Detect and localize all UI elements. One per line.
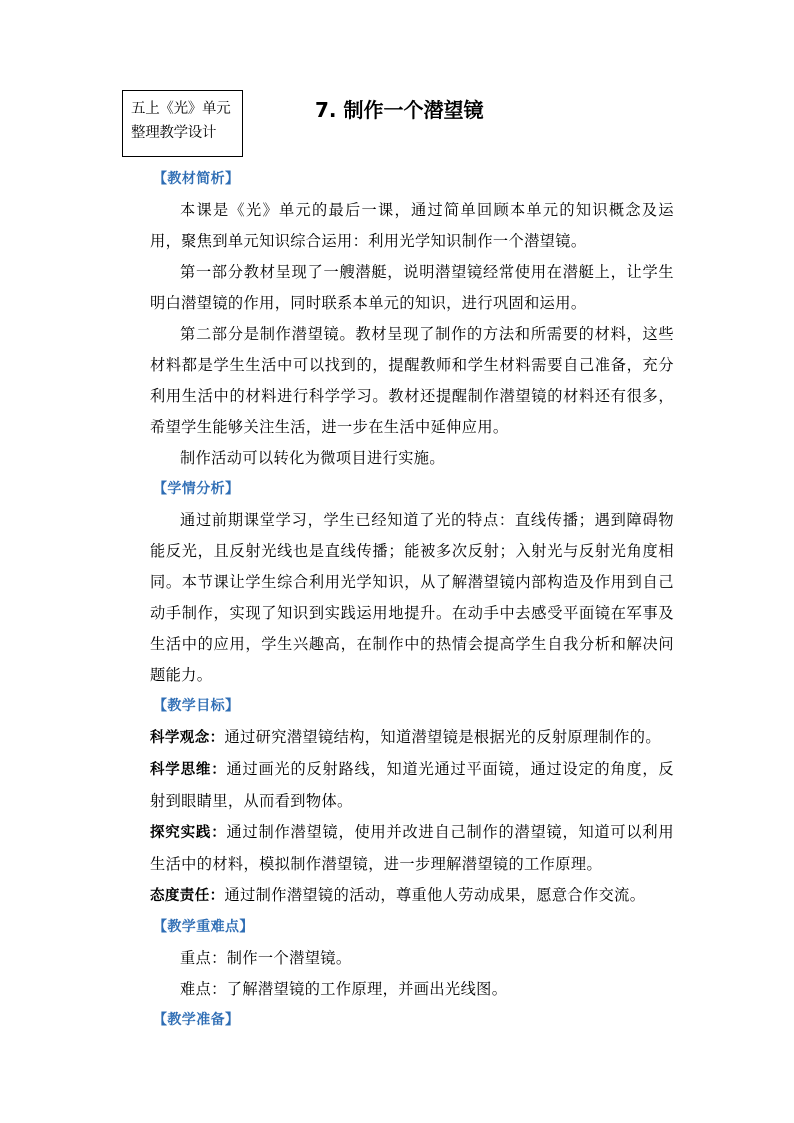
page-title: 7. 制作一个潜望镜 (315, 98, 484, 122)
goal-text: 通过研究潜望镜结构，知道潜望镜是根据光的反射原理制作的。 (224, 728, 661, 746)
goal-item (150, 754, 674, 817)
goal-item (150, 817, 674, 880)
section-heading-textbook: 【教材简析】 (153, 171, 240, 187)
difficulty-point: 难点：了解潜望镜的工作原理，并画出光线图。 (180, 980, 508, 998)
paragraph: 第二部分是制作潜望镜。教材呈现了制作的方法和所需要的材料，这些材料都是学生生活中可以找到的，提醒教师和学生材料需要自己准备，充分利用生活中的材料进行科学学习。教材还提醒制作潜望镜的材料还有很多，希望学生能够关注生活，进一步在生活中延伸应用。 (150, 325, 674, 436)
goal-text: 通过制作潜望镜的活动，尊重他人劳动成果，愿意合作交流。 (224, 886, 646, 904)
goal-label: 科学观念： (150, 730, 225, 746)
goal-item (150, 722, 674, 754)
goal-item (150, 880, 674, 912)
section-heading-key-points: 【教学重难点】 (153, 919, 254, 935)
unit-label-box (122, 90, 243, 157)
goal-text: 通过画光的反射路线，知道光通过平面镜，通过设定的角度，反射到眼睛里，从而看到物体。 (150, 760, 675, 810)
section-heading-preparation: 【教学准备】 (153, 1012, 240, 1028)
section-heading-students: 【学情分析】 (153, 481, 240, 497)
paragraph: 第一部分教材呈现了一艘潜艇，说明潜望镜经常使用在潜艇上，让学生明白潜望镜的作用，同时联系本单元的知识，进行巩固和运用。 (150, 263, 674, 312)
paragraph: 本课是《光》单元的最后一课，通过简单回顾本单元的知识概念及运用，聚焦到单元知识综合运用：利用光学知识制作一个潜望镜。 (150, 201, 674, 250)
unit-label-line2: 整理教学设计 (131, 125, 217, 141)
paragraph: 制作活动可以转化为微项目进行实施。 (180, 449, 445, 467)
key-point: 重点：制作一个潜望镜。 (180, 949, 352, 967)
section-heading-goals: 【教学目标】 (153, 698, 240, 714)
unit-label-line1: 五上《光》单元 (131, 101, 231, 117)
paragraph: 通过前期课堂学习，学生已经知道了光的特点：直线传播；遇到障碍物能反光，且反射光线也是直线传播；能被多次反射；入射光与反射光角度相同。本节课让学生综合利用光学知识，从了解潜望镜内部构造及作用到自己动手制作，实现了知识到实践运用地提升。在动手中去感受平面镜在军事及生活中的应用，学生兴趣高，在制作中的热情会提高学生自我分析和解决问题能力。 (150, 511, 674, 684)
goal-label: 态度责任： (150, 888, 225, 904)
goal-text: 通过制作潜望镜，使用并改进自己制作的潜望镜，知道可以利用生活中的材料，模拟制作潜望镜，进一步理解潜望镜的工作原理。 (150, 823, 675, 873)
goal-label: 科学思维： (150, 762, 227, 778)
document-body (150, 164, 674, 1036)
goal-label: 探究实践： (150, 825, 227, 841)
